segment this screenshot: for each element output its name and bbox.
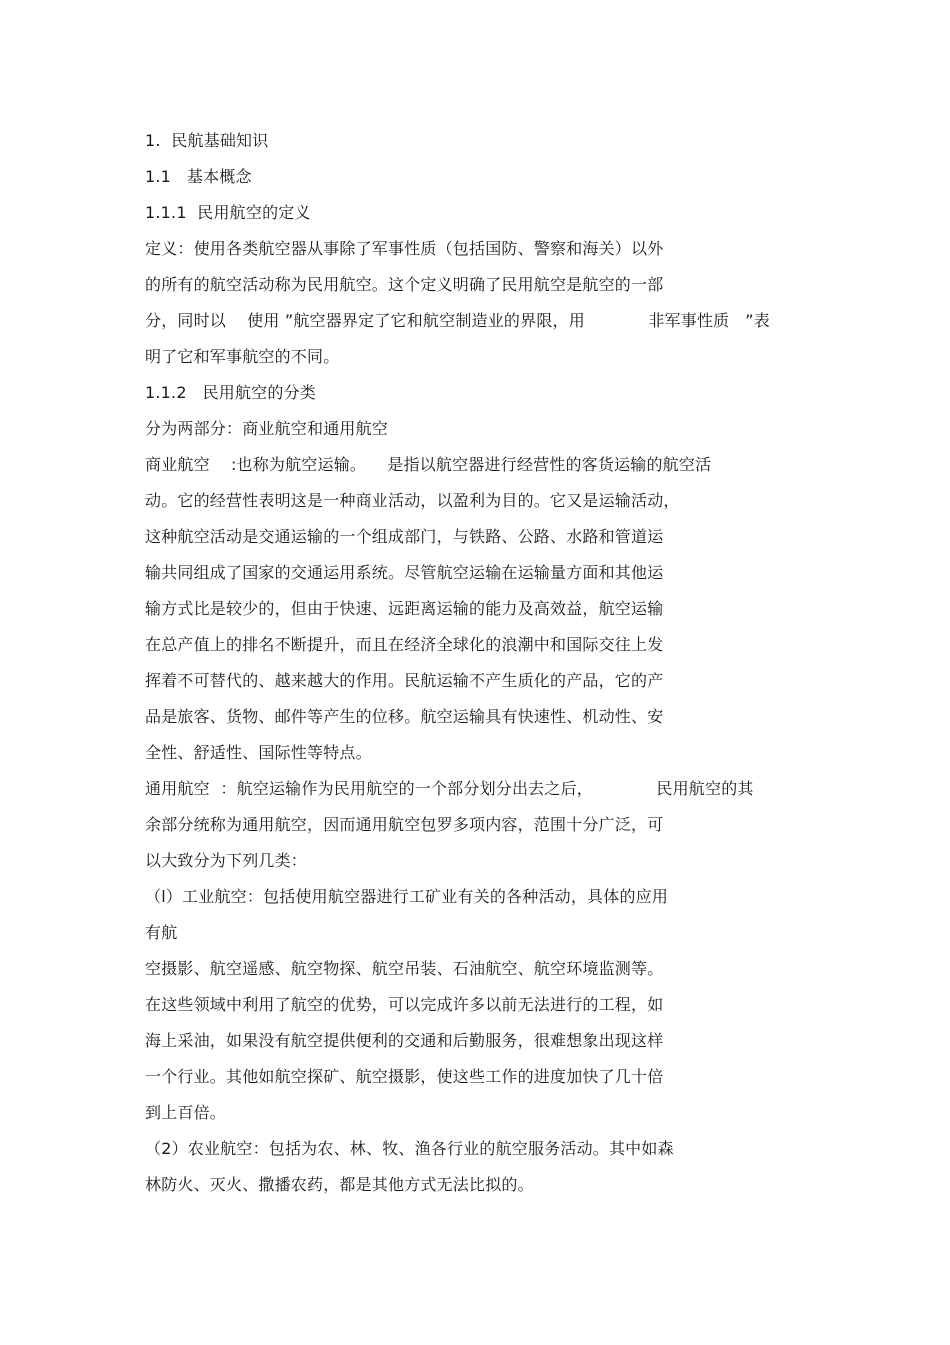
text-line: （2）农业航空：包括为农、林、牧、渔各行业的航空服务活动。其中如森 [145, 1139, 674, 1158]
heading-1-1-1: 1.1.1 民用航空的定义 [145, 203, 311, 222]
text-line: 输方式比是较少的，但由于快速、远距离运输的能力及高效益，航空运输 [145, 599, 664, 618]
text-line: （l）工业航空：包括使用航空器进行工矿业有关的各种活动，具体的应用 [145, 887, 669, 906]
text-line: 的所有的航空活动称为民用航空。这个定义明确了民用航空是航空的一部 [145, 275, 664, 294]
text-line: 有航 [145, 923, 178, 942]
text-line: 通用航空 ：航空运输作为民用航空的一个部分划分出去之后， 民用航空的其 [145, 779, 754, 798]
text-line: 动。它的经营性表明这是一种商业活动，以盈利为目的。它又是运输活动， [145, 491, 680, 510]
text-line: 在总产值上的排名不断提升，而且在经济全球化的浪潮中和国际交往上发 [145, 635, 664, 654]
text-line: 分为两部分：商业航空和通用航空 [145, 419, 389, 438]
text-line: 全性、舒适性、国际性等特点。 [145, 743, 372, 762]
text-line: 输共同组成了国家的交通运用系统。尽管航空运输在运输量方面和其他运 [145, 563, 664, 582]
text-line: 定义：使用各类航空器从事除了军事性质（包括国防、警察和海关）以外 [145, 239, 664, 258]
text-line: 品是旅客、货物、邮件等产生的位移。航空运输具有快速性、机动性、安 [145, 707, 664, 726]
text-line: 到上百倍。 [145, 1103, 227, 1122]
text-line: 挥着不可替代的、越来越大的作用。民航运输不产生质化的产品，它的产 [145, 671, 664, 690]
text-line: 分，同时以 使用 ”航空器界定了它和航空制造业的界限，用 非军事性质 ”表 [145, 311, 770, 330]
text-line: 商业航空 :也称为航空运输。 是指以航空器进行经营性的客货运输的航空活 [145, 455, 712, 474]
text-line: 以大致分为下列几类： [145, 851, 308, 870]
heading-1: 1. 民航基础知识 [145, 131, 269, 150]
text-line: 明了它和军事航空的不同。 [145, 347, 340, 366]
text-line: 林防火、灭火、撒播农药，都是其他方式无法比拟的。 [145, 1175, 534, 1194]
text-line: 余部分统称为通用航空，因而通用航空包罗多项内容，范围十分广泛，可 [145, 815, 664, 834]
text-line: 在这些领域中利用了航空的优势，可以完成许多以前无法进行的工程，如 [145, 995, 664, 1014]
heading-1-1-2: 1.1.2 民用航空的分类 [145, 383, 316, 402]
text-line: 这种航空活动是交通运输的一个组成部门，与铁路、公路、水路和管道运 [145, 527, 664, 546]
heading-1-1: 1.1 基本概念 [145, 167, 252, 186]
text-line: 一个行业。其他如航空探矿、航空摄影，使这些工作的进度加快了几十倍 [145, 1067, 664, 1086]
text-line: 空摄影、航空遥感、航空物探、航空吊装、石油航空、航空环境监测等。 [145, 959, 664, 978]
text-line: 海上采油，如果没有航空提供便利的交通和后勤服务，很难想象出现这样 [145, 1031, 664, 1050]
